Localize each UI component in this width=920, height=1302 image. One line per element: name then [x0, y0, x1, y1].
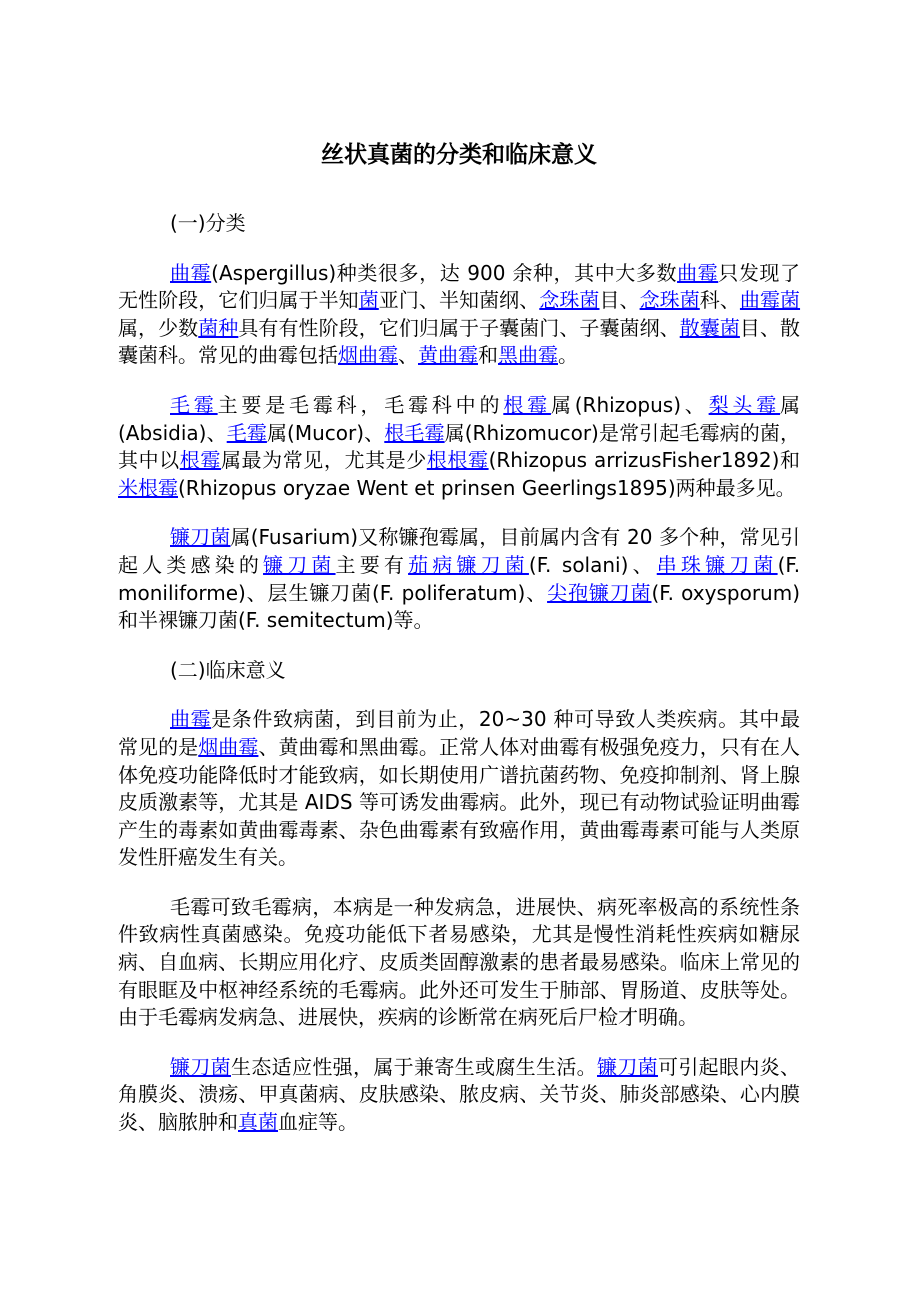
paragraph	[118, 260, 800, 370]
hyperlink[interactable]: 根毛霉	[384, 420, 445, 445]
hyperlink[interactable]: 镰刀菌	[597, 1054, 658, 1079]
hyperlink[interactable]: 米根霉	[118, 475, 178, 500]
hyperlink[interactable]: 散囊菌	[679, 315, 740, 340]
hyperlink[interactable]: 根霉	[503, 392, 551, 417]
text-run: 、	[398, 343, 418, 368]
paragraph	[118, 894, 800, 1032]
text-run: 属(Mucor)、	[266, 420, 385, 445]
hyperlink[interactable]: 梨头霉	[708, 392, 781, 417]
text-run: 目、散囊菌科。常见的曲霉包括	[118, 315, 801, 368]
hyperlink[interactable]: 黑曲霉	[498, 343, 558, 368]
text-run: (二)临床意义	[170, 657, 286, 682]
hyperlink[interactable]: 串珠镰刀菌	[656, 552, 778, 577]
hyperlink[interactable]: 念珠菌	[539, 288, 600, 313]
text-run: (F. moniliforme)、层生镰刀菌(F. poliferatum)、	[118, 552, 801, 605]
hyperlink[interactable]: 镰刀菌	[170, 1054, 231, 1079]
paragraph	[118, 392, 800, 502]
hyperlink[interactable]: 镰刀菌	[170, 525, 231, 550]
text-run: 科、	[699, 288, 740, 313]
text-run: 、黄曲霉和黑曲霉。正常人体对曲霉有极强免疫力，只有在人体免疫功能降低时才能致病，如长期使用广谱抗菌药物、免疫抑制剂、肾上腺皮质激素等，尤其是 AIDS 等可诱发曲霉病。此外，现已有动物试验证明曲霉产生的毒素如黄曲霉毒素、杂色曲霉素有致癌作用，黄曲霉毒素可能与人类原发性肝癌发生有关。	[118, 734, 801, 870]
section-heading	[118, 210, 800, 238]
text-run: 生态适应性强，属于兼寄生或腐生生活。	[231, 1054, 597, 1079]
text-run: (F. oxysporum)和半裸镰刀菌(F. semitectum)等。	[118, 580, 800, 633]
hyperlink[interactable]: 烟曲霉	[198, 734, 259, 759]
text-run: (Aspergillus)种类很多，达 900 余种，其中大多数	[211, 260, 678, 285]
text-run: (Rhizopus oryzae Went et prinsen Geerlings1895)两种最多见。	[178, 475, 796, 500]
hyperlink[interactable]: 真菌	[238, 1110, 278, 1135]
hyperlink[interactable]: 黄曲霉	[418, 343, 478, 368]
text-run: 只发现了无性阶段，它们归属于半知	[118, 260, 800, 313]
paragraph	[118, 1054, 800, 1137]
text-run: 属最为常见，尤其是少	[220, 448, 427, 473]
text-run: 毛霉可致毛霉病，本病是一种发病急，进展快、病死率极高的系统性条件致病性真菌感染。免疫功能低下者易感染，尤其是慢性消耗性疾病如糖尿病、自血病、长期应用化疗、皮质类固醇激素的患者最易感染。临床上常见的有眼眶及中枢神经系统的毛霉病。此外还可发生于肺部、胃肠道、皮肤等处。由于毛霉病发病急、进展快，疾病的诊断常在病死后尸检才明确。	[118, 894, 800, 1030]
paragraph	[118, 706, 800, 872]
hyperlink[interactable]: 毛霉	[170, 392, 218, 417]
text-run: 。	[558, 343, 578, 368]
hyperlink[interactable]: 根霉	[179, 448, 221, 473]
hyperlink[interactable]: 菌	[358, 288, 379, 313]
text-run: 具有有性阶段，它们归属于子囊菌门、子囊菌纲、	[238, 315, 680, 340]
hyperlink[interactable]: 曲霉	[677, 260, 719, 285]
hyperlink[interactable]: 曲霉	[170, 707, 212, 732]
text-run: 属(Rhizopus)、	[550, 392, 709, 417]
text-run: 和	[478, 343, 498, 368]
text-run: 属(Absidia)、	[118, 392, 801, 445]
hyperlink[interactable]: 菌种	[198, 315, 239, 340]
text-run: (Rhizopus arrizusFisher1892)和	[488, 448, 801, 473]
hyperlink[interactable]: 根根霉	[426, 448, 489, 473]
hyperlink[interactable]: 镰刀菌	[263, 552, 336, 577]
hyperlink[interactable]: 尖孢镰刀菌	[547, 580, 652, 605]
hyperlink[interactable]: 烟曲霉	[338, 343, 398, 368]
text-run: (一)分类	[170, 211, 246, 235]
hyperlink[interactable]: 茄病镰刀菌	[408, 552, 529, 577]
text-run: 主要有	[335, 552, 409, 577]
hyperlink[interactable]: 曲霉	[170, 260, 212, 285]
hyperlink[interactable]: 念珠菌	[639, 288, 700, 313]
text-run: (F. solani)、	[528, 552, 657, 577]
document-body	[118, 210, 800, 1137]
section-heading	[118, 657, 800, 685]
text-run: 主要是毛霉科，毛霉科中的	[217, 392, 504, 417]
text-run: 属(Rhizomucor)是常引起毛霉病的菌，其中以	[118, 420, 800, 473]
text-run: 是条件致病菌，到目前为止，20~30 种可导致人类疾病。其中最常见的是	[118, 707, 801, 759]
text-run: 属，少数	[118, 315, 199, 340]
text-run: 亚门、半知菌纲、	[378, 288, 540, 313]
document-title: 丝状真菌的分类和临床意义	[321, 142, 597, 168]
text-run: 可引起眼内炎、角膜炎、溃疡、甲真菌病、皮肤感染、脓皮病、关节炎、肺炎部感染、心内膜炎、脑脓肿和	[118, 1054, 801, 1135]
text-run: 血症等。	[278, 1110, 358, 1135]
hyperlink[interactable]: 曲霉菌	[739, 288, 801, 313]
hyperlink[interactable]: 毛霉	[226, 420, 267, 445]
text-run: 属(Fusarium)又称镰孢霉属，目前属内含有 20 多个种，常见引起人类感染的	[118, 525, 801, 577]
paragraph	[118, 524, 800, 634]
text-run: 目、	[599, 288, 640, 313]
